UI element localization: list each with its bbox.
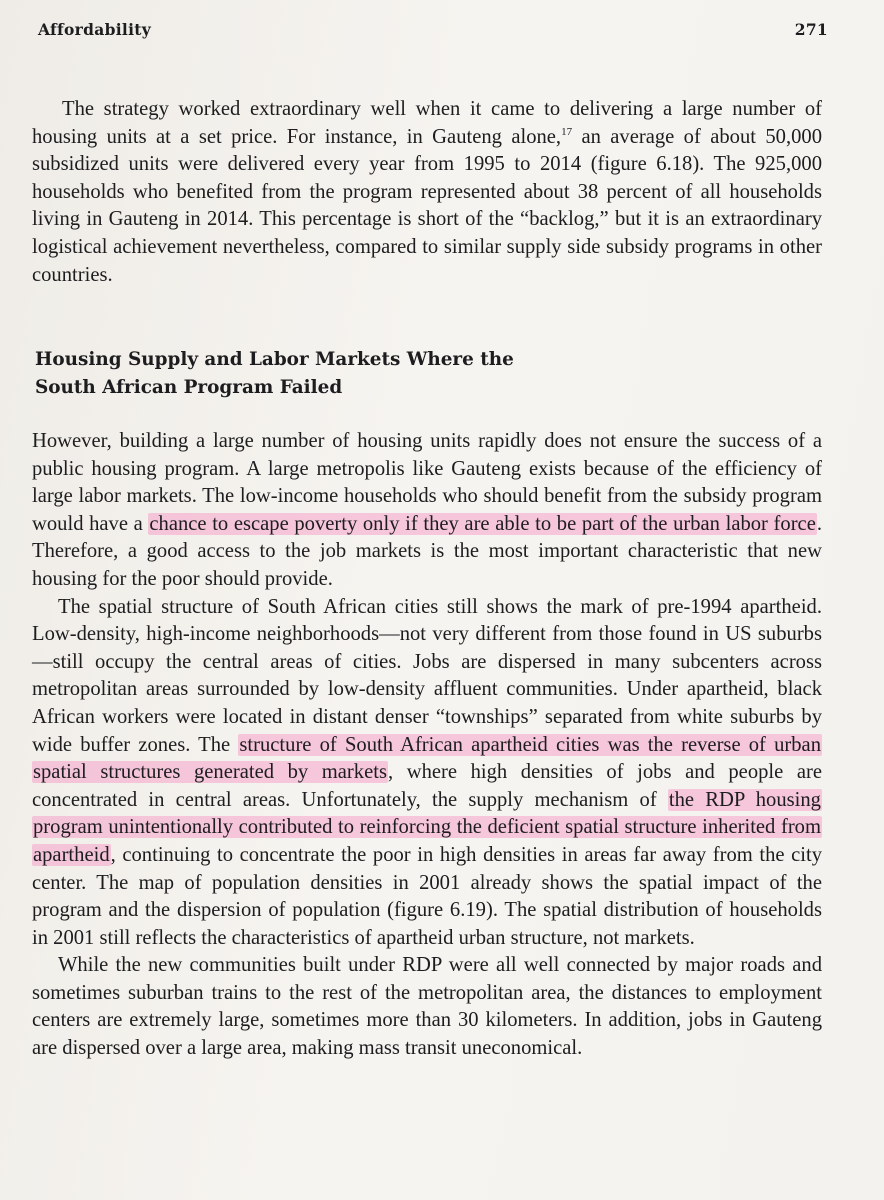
running-header [38,20,828,39]
section-paragraph-1 [32,428,822,594]
p2-text-before: The spatial structure of South African cities still shows the mark of pre-1994 apartheid. Low-density, high-income neighborhoods—not very different from those found in US suburbs—still occupy the central areas of cities. Jobs are dispersed in many subcenters across metropolitan areas surrounded by low-density affluent communities. Under apartheid, black African workers were located in distant denser “townships” separated from white suburbs by wide buffer zones. The [32,595,822,756]
intro-text-part1: The strategy worked extraordinary well when it came to delivering a large number of housing units at a set price. For instance, in Gauteng alone, [32,98,822,148]
p2-text-middle: , where high densities of jobs and people are concentrated in central areas. Unfortunately, the supply mechanism of [32,761,823,811]
intro-block [32,96,822,289]
footnote-reference: 17 [561,125,573,138]
section-paragraph-3: While the new communities built under RDP were all well connected by major roads and sometimes suburban trains to the rest of the metropolitan area, the distances to employment centers are extremely large, sometimes more than 30 kilometers. In addition, jobs in Gauteng are dispersed over a large area, making mass transit uneconomical. [32,954,822,1060]
intro-text-part2: an average of about 50,000 subsidized units were delivered every year from 1995 to 2014 (figure 6.18). The 925,000 households who benefited from the program represented about 38 percent of all households living in Gauteng in 2014. This percentage is short of the “backlog,” but it is an extraordinary logistical achievement nevertheless, compared to similar supply side subsidy programs in other countries. [32,125,822,286]
highlight-3: the RDP housing program unintentionally contributed to reinforcing the deficient spatial structure inherited from apartheid [33,788,821,866]
p1-text-before: However, building a large number of housing units rapidly does not ensure the success of a public housing program. A large metropolis like Gauteng exists because of the efficiency of large labor markets. The low-income households who should benefit from the subsidy program would have a [32,430,822,535]
highlight-2: structure of South African apartheid cities was the reverse of urban spatial structures generated by markets [33,733,821,784]
p2-text-after: , continuing to concentrate the poor in high densities in areas far away from the city center. The map of population densities in 2001 already shows the spatial impact of the program and the dispersion of population (figure 6.19). The spatial distribution of households in 2001 still reflects the characteristics of apartheid urban structure, not markets. [32,843,822,949]
section-paragraph-2 [32,594,822,953]
section-heading-line-1: Housing Supply and Labor Markets Where the [35,349,514,370]
p1-text-after: . Therefore, a good access to the job markets is the most important characteristic that new housing for the poor should provide. [32,512,822,590]
highlight-1: chance to escape poverty only if they are able to be part of the urban labor force [149,512,816,535]
intro-paragraph [32,96,822,289]
section-heading-line-2: South African Program Failed [35,377,343,398]
section-heading [35,346,555,402]
page-number: 271 [794,20,828,39]
chapter-title: Affordability [38,20,152,39]
section-body [32,428,822,1063]
